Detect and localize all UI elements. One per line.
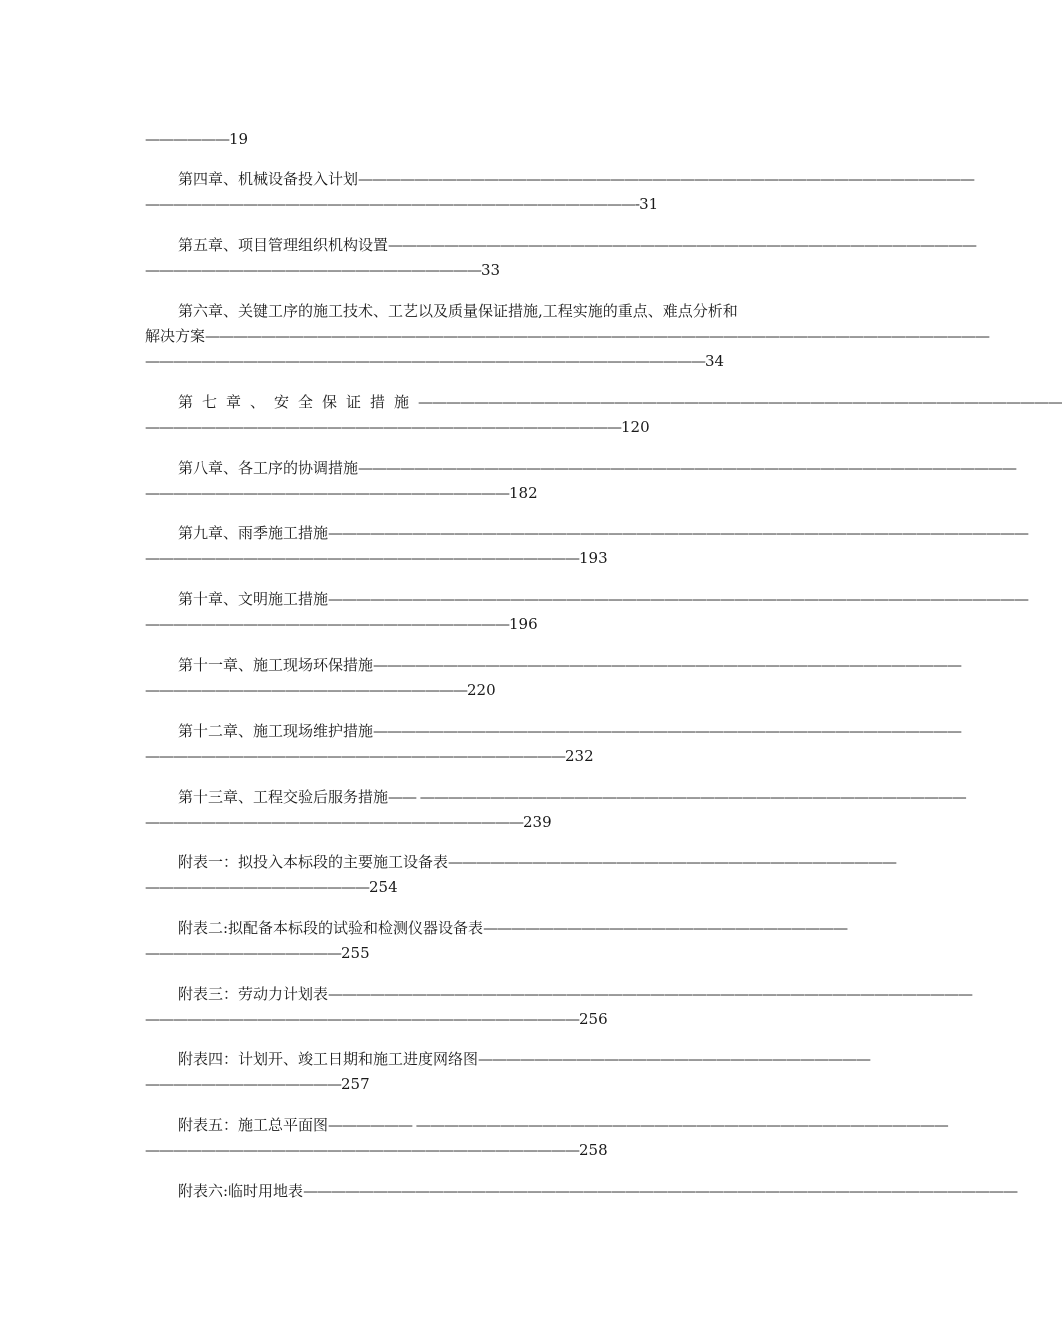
toc-leader: ———————————————————————————————————————— [145,352,705,370]
toc-entry-title: 第四章、机械设备投入计划 [178,170,359,188]
toc-leader: ———————————————————————————— [478,1050,871,1068]
toc-entry-ch8-cont [145,482,538,504]
toc-entry-app5-cont [145,1139,608,1161]
toc-page-number: 255 [341,944,370,962]
toc-page-number: 19 [229,130,249,148]
toc-entry-app4-cont [145,1073,370,1095]
toc-entry-ch5[interactable] [178,234,977,256]
toc-entry-ch11-cont [145,679,496,701]
toc-entry-title: 附表四：计划开、竣工日期和施工进度网络图 [178,1050,479,1068]
toc-leader: ——————————————————————————— [145,813,523,831]
toc-page-number: 257 [341,1075,370,1093]
toc-page-number: 232 [565,747,594,765]
toc-entry-ch5-cont [145,259,500,281]
toc-page-number: 256 [579,1010,608,1028]
toc-leader: —————————————————————————————————————————— [388,236,977,254]
toc-leader: ———————————————————————————————— [448,853,897,871]
toc-leader: —————————————————————————————————————————— [373,722,962,740]
toc-leader: ——————————————————————— [145,681,467,699]
toc-entry-app1[interactable] [178,851,897,873]
toc-leader: ——————————————————————————————— [145,1010,579,1028]
toc-leader: —————————————————————————————— [145,747,565,765]
toc-entry-ch7[interactable] [178,391,1062,413]
toc-entry-app4[interactable] [178,1048,871,1070]
toc-page-number: 193 [579,549,608,567]
toc-leader: ———————————————————————— [145,261,481,279]
toc-entry-title: 第十章、文明施工措施 [178,590,329,608]
toc-entry-ch6[interactable] [178,300,808,322]
toc-leader: ———————————————————————————————————- [145,195,640,213]
toc-leader: ———————————————————————————————————————————————————————— [205,327,990,345]
toc-leader: —————————————————————————————————————————————————— [328,524,1029,542]
toc-entry-title: 第八章、各工序的协调措施 [178,459,359,477]
toc-leader: —————————————————————————— [145,615,509,633]
toc-page-number: 33 [481,261,501,279]
toc-entry-title: 第十三章、工程交验后服务措施 [178,788,389,806]
toc-entry-ch12-cont [145,745,594,767]
toc-entry-title: 第六章、关键工序的施工技术、工艺以及质量保证措施,工程实施的重点、难点分析和 [178,302,738,320]
toc-entry-app2-cont [145,942,370,964]
toc-entry-app2[interactable] [178,917,848,939]
toc-leader: ——————————————————————————————— [145,1141,579,1159]
toc-page-number: 254 [369,878,398,896]
toc-entry-title: 附表一：拟投入本标段的主要施工设备表 [178,853,449,871]
toc-entry-title: 解决方案 [145,327,206,345]
toc-leader: —————— —————————————————————————————————————— [328,1116,948,1134]
toc-entry-ch6-line2 [145,325,990,347]
toc-entry-ch4[interactable] [178,168,975,190]
toc-entry-ch12[interactable] [178,720,962,742]
toc-entry-app1-cont [145,876,398,898]
toc-leader: ——————————————————————————————————————————————— [358,459,1017,477]
toc-entry-ch10-cont [145,613,538,635]
toc-entry-ch13-cont [145,811,552,833]
toc-entry-title: 第五章、项目管理组织机构设置 [178,236,389,254]
toc-entry-title: 附表二:拟配备本标段的试验和检测仪器设备表 [178,919,484,937]
toc-page-number: 220 [467,681,496,699]
toc-leader: ———————————————————————————————————————————— [358,170,975,188]
toc-leader: —————————————— [145,1075,341,1093]
toc-page-number: 196 [509,615,538,633]
toc-leader: —————————————————————————————————————————————— [328,985,973,1003]
toc-entry-ch7-cont [145,416,650,438]
toc-entry-title: 第十二章、施工现场维护措施 [178,722,374,740]
toc-entry-ch11[interactable] [178,654,962,676]
toc-entry-ch8[interactable] [178,457,1017,479]
toc-entry-app6[interactable] [178,1180,1018,1202]
toc-leader: —————————————————————————————————— [145,418,621,436]
toc-leader: ———————————————— [145,878,369,896]
toc-entry-title: 附表三：劳动力计划表 [178,985,329,1003]
toc-entry-app3-cont [145,1008,608,1030]
toc-entry-title: 附表六:临时用地表 [178,1182,304,1200]
toc-leader: —————————————— [145,944,341,962]
toc-leader: —————————————————————————————————————————— [373,656,962,674]
toc-leader: —————————————————————————————————————————————————— [328,590,1029,608]
toc-entry-title: 第十一章、施工现场环保措施 [178,656,374,674]
toc-leader: ——————————————————————————————————————————————————— [303,1182,1018,1200]
toc-leader: —————————————————————————————————————————————— [418,393,1062,411]
toc-page-number: 31 [639,195,659,213]
toc-entry-title: 第七章、安全保证措施 [178,393,419,411]
toc-page-number: 258 [579,1141,608,1159]
toc-page-number: 239 [523,813,552,831]
toc-leader: —————— [145,130,229,148]
toc-leader: —— ——————————————————————————————————————— [388,788,966,806]
toc-entry-app3[interactable] [178,983,973,1005]
toc-entry-ch9[interactable] [178,522,1029,544]
toc-page-number: 120 [621,418,650,436]
toc-entry-app5[interactable] [178,1114,948,1136]
toc-continuation-line [145,128,248,150]
toc-page-number: 34 [705,352,725,370]
toc-entry-title: 第九章、雨季施工措施 [178,524,329,542]
toc-leader: —————————————————————————— [145,484,509,502]
toc-leader: ——————————————————————————————— [145,549,579,567]
toc-entry-ch9-cont [145,547,608,569]
toc-page-number: 182 [509,484,538,502]
toc-entry-ch13[interactable] [178,786,966,808]
toc-entry-ch10[interactable] [178,588,1029,610]
toc-entry-ch6-cont [145,350,724,372]
toc-entry-ch4-cont [145,193,658,215]
toc-leader: —————————————————————————— [483,919,848,937]
toc-entry-title: 附表五：施工总平面图 [178,1116,329,1134]
